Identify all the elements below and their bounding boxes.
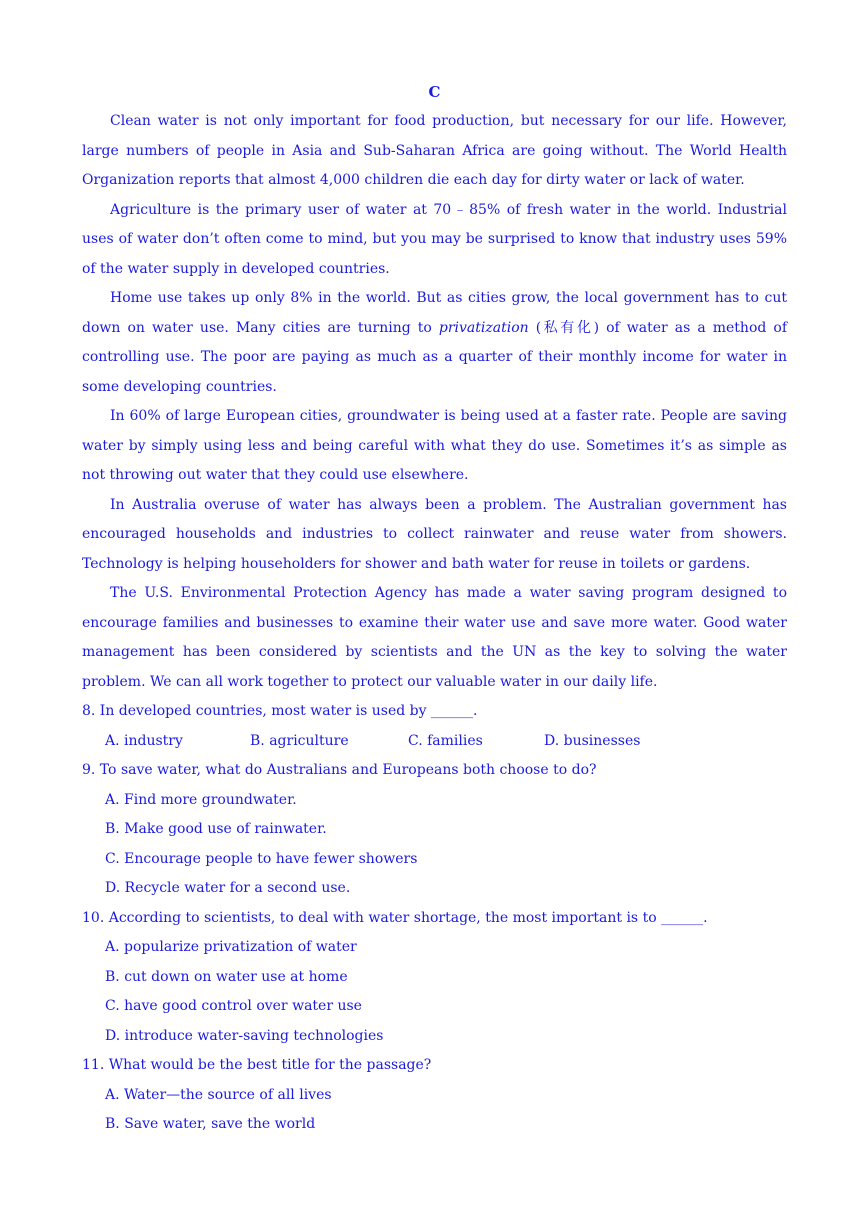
answer-option[interactable]: D. introduce water-saving technologies: [105, 1027, 384, 1044]
question-stem: 11. What would be the best title for the passage?: [82, 1057, 432, 1073]
passage-paragraph-2: Agriculture is the primary user of water at 70﹣85% of fresh water in the world. Industrial uses of water don’t often come to mind, but you may be surprised to know that industry uses 59% of the water supply in developed countries.: [82, 201, 787, 277]
passage-paragraph-1: Clean water is not only important for food production, but necessary for our life. However, large numbers of people in Asia and Sub-Saharan Africa are going without. The World Health Organization reports that almost 4,000 children die each day for dirty water or lack of water.: [82, 113, 787, 188]
answer-options: [82, 727, 787, 757]
passage-paragraph-6: The U.S. Environmental Protection Agency has made a water saving program designed to encourage families and businesses to examine their water use and save more water. Good water management has been considered by scientists and the UN as the key to solving the water problem. We can all work together to protect our valuable water in our daily life.: [82, 585, 787, 690]
answer-option[interactable]: A. industry: [105, 732, 183, 749]
question-11: [82, 1051, 787, 1140]
answer-option[interactable]: B. agriculture: [250, 732, 349, 749]
answer-option[interactable]: C. have good control over water use: [105, 998, 362, 1014]
question-9: [82, 756, 787, 904]
answer-option[interactable]: C. Encourage people to have fewer showers: [105, 850, 418, 867]
question-stem: 8. In developed countries, most water is used by ______.: [82, 703, 478, 719]
question-10: [82, 904, 787, 1052]
privatization-term: privatization: [438, 319, 529, 336]
answer-option[interactable]: D. businesses: [544, 732, 641, 749]
question-stem: 10. According to scientists, to deal with water shortage, the most important is to ______.: [82, 909, 708, 926]
paragraph-3-text-end: (私有化) of water as a method of controlling use. The poor are paying as much as a quarter of their monthly income for water in some developing countries.: [82, 319, 788, 395]
answer-option[interactable]: B. Make good use of rainwater.: [105, 821, 327, 837]
answer-option[interactable]: B. Save water, save the world: [105, 1116, 316, 1132]
answer-option[interactable]: A. Find more groundwater.: [105, 791, 297, 808]
question-8: [82, 697, 787, 756]
passage-paragraph-5: In Australia overuse of water has always been a problem. The Australian government has encouraged households and industries to collect rainwater and reuse water from showers. Technology is helping householders for shower and bath water for reuse in toilets or gardens.: [82, 496, 787, 572]
answer-option[interactable]: A. popularize privatization of water: [105, 939, 357, 955]
answer-option[interactable]: D. Recycle water for a second use.: [105, 880, 351, 896]
passage-paragraph-4: In 60% of large European cities, groundwater is being used at a faster rate. People are saving water by simply using less and being careful with what they do use. Sometimes it’s as simple as not throwing out water that they could use elsewhere.: [82, 408, 787, 483]
section-heading: C: [428, 83, 441, 101]
reading-passage-page: [82, 78, 787, 1140]
answer-option[interactable]: A. Water—the source of all lives: [105, 1086, 332, 1103]
answer-option[interactable]: B. cut down on water use at home: [105, 968, 348, 985]
answer-option[interactable]: C. families: [408, 732, 483, 749]
paragraph-3-text-start: Home use takes up only 8% in the world. But as cities grow, the local government has to cut down on water use. Many cities are turning to: [82, 290, 787, 336]
question-stem: 9. To save water, what do Australians and Europeans both choose to do?: [82, 762, 597, 778]
passage-paragraph-3: [82, 284, 787, 402]
